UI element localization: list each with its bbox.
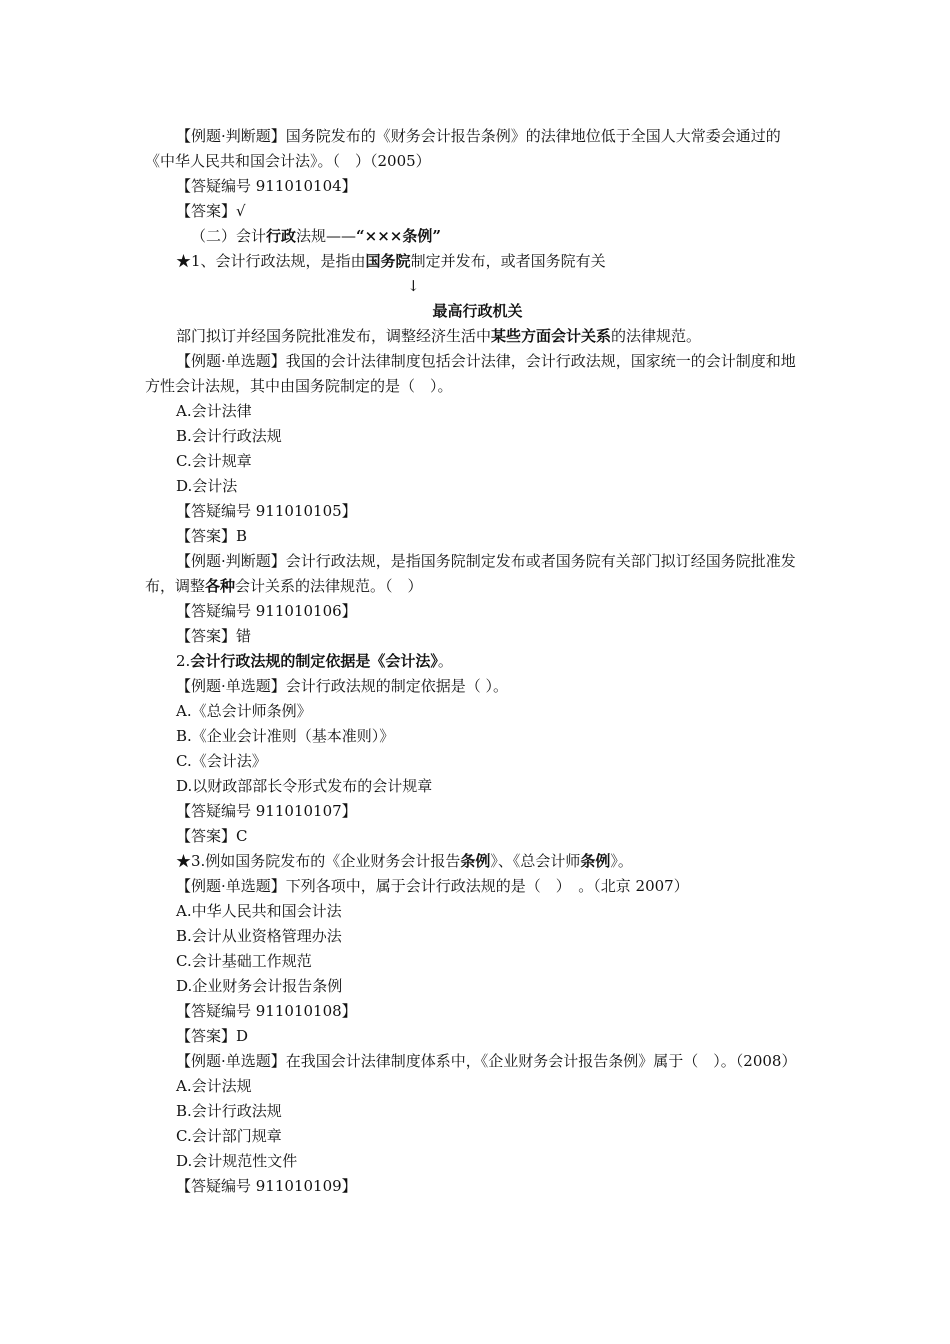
emphasis-run: 某些方面会计关系	[491, 327, 612, 345]
question-paragraph: 【例题·单选题】我国的会计法律制度包括会计法律，会计行政法规，国家统一的会计制度和地方性会计法规，其中由国务院制定的是（ ）。	[145, 352, 796, 395]
answer: 【答案】C	[176, 827, 248, 845]
emphasis-run: 会计行政法规的制定依据是《会计法》	[190, 652, 438, 670]
question-paragraph: 【例题·单选题】在我国会计法律制度体系中，《企业财务会计报告条例》属于（ ）。（2008）	[176, 1052, 797, 1070]
option: B.会计行政法规	[176, 427, 282, 445]
text-run: 的法律规范。	[611, 327, 702, 345]
answer-code: 【答疑编号 911010104】	[176, 177, 357, 195]
option: A.会计法规	[176, 1077, 252, 1095]
answer-code: 【答疑编号 911010108】	[176, 1002, 357, 1020]
question-paragraph: 【例题·判断题】国务院发布的《财务会计报告条例》的法律地位低于全国人大常委会通过的《中华人民共和国会计法》。（ ）（2005）	[145, 127, 781, 170]
text-run: 2.	[176, 652, 191, 670]
heading-emphasis: “×××条例”	[356, 227, 442, 245]
option: A.《总会计师条例》	[176, 702, 312, 720]
annotation-label: 最高行政机关	[432, 302, 523, 320]
option: C.会计基础工作规范	[176, 952, 312, 970]
option: A.会计法律	[176, 402, 252, 420]
document-body	[145, 124, 810, 1199]
answer-code: 【答疑编号 911010109】	[176, 1177, 357, 1195]
emphasis-run: 国务院	[365, 252, 411, 270]
answer: 【答案】错	[176, 627, 252, 645]
option: B.《企业会计准则（基本准则）》	[176, 727, 395, 745]
answer: 【答案】D	[176, 1027, 249, 1045]
answer-code: 【答疑编号 911010107】	[176, 802, 357, 820]
option: C.会计部门规章	[176, 1127, 282, 1145]
option: B.会计从业资格管理办法	[176, 927, 342, 945]
text-run: 会计关系的法律规范。（ ）	[235, 577, 423, 595]
answer: 【答案】B	[176, 527, 248, 545]
option: A.中华人民共和国会计法	[176, 902, 342, 920]
emphasis-run: 条例	[460, 852, 491, 870]
answer-code: 【答疑编号 911010105】	[176, 502, 357, 520]
emphasis-run: 条例	[580, 852, 611, 870]
point-paragraph	[145, 849, 810, 874]
text-run: 》。	[610, 852, 633, 870]
answer: 【答案】√	[176, 202, 246, 220]
heading-text: 法规——	[296, 227, 357, 245]
down-arrow-icon: ↓	[407, 277, 420, 295]
option: C.会计规章	[176, 452, 252, 470]
text-run: 【例题·判断题】会计行政法规，是指国务院制定发布或者国务院有关部门拟订经国务院批准发布，调整	[145, 552, 796, 595]
question-paragraph: 【例题·单选题】会计行政法规的制定依据是（ ）。	[176, 677, 509, 695]
text-run: ★1、会计行政法规，是指由	[176, 252, 366, 270]
question-paragraph: 【例题·单选题】下列各项中，属于会计行政法规的是（ ） 。（北京 2007）	[176, 877, 689, 895]
heading-text: （二）会计	[191, 227, 267, 245]
text-run: 》、《总会计师	[490, 852, 581, 870]
option: B.会计行政法规	[176, 1102, 282, 1120]
heading-emphasis: 行政	[266, 227, 297, 245]
paragraph	[145, 324, 810, 349]
option: D.会计规范性文件	[176, 1152, 298, 1170]
answer-code: 【答疑编号 911010106】	[176, 602, 357, 620]
section-heading	[145, 224, 810, 249]
point-paragraph	[145, 249, 810, 274]
emphasis-run: 各种	[205, 577, 236, 595]
text-run: 制定并发布，或者国务院有关	[410, 252, 606, 270]
question-paragraph	[145, 549, 810, 599]
option: C.《会计法》	[176, 752, 267, 770]
text-run: ★3.例如国务院发布的《企业财务会计报告	[176, 852, 461, 870]
text-run: 。	[437, 652, 453, 670]
option: D.会计法	[176, 477, 238, 495]
option: D.企业财务会计报告条例	[176, 977, 343, 995]
option: D.以财政部部长令形式发布的会计规章	[176, 777, 433, 795]
text-run: 部门拟订并经国务院批准发布，调整经济生活中	[176, 327, 492, 345]
point-paragraph	[145, 649, 810, 674]
